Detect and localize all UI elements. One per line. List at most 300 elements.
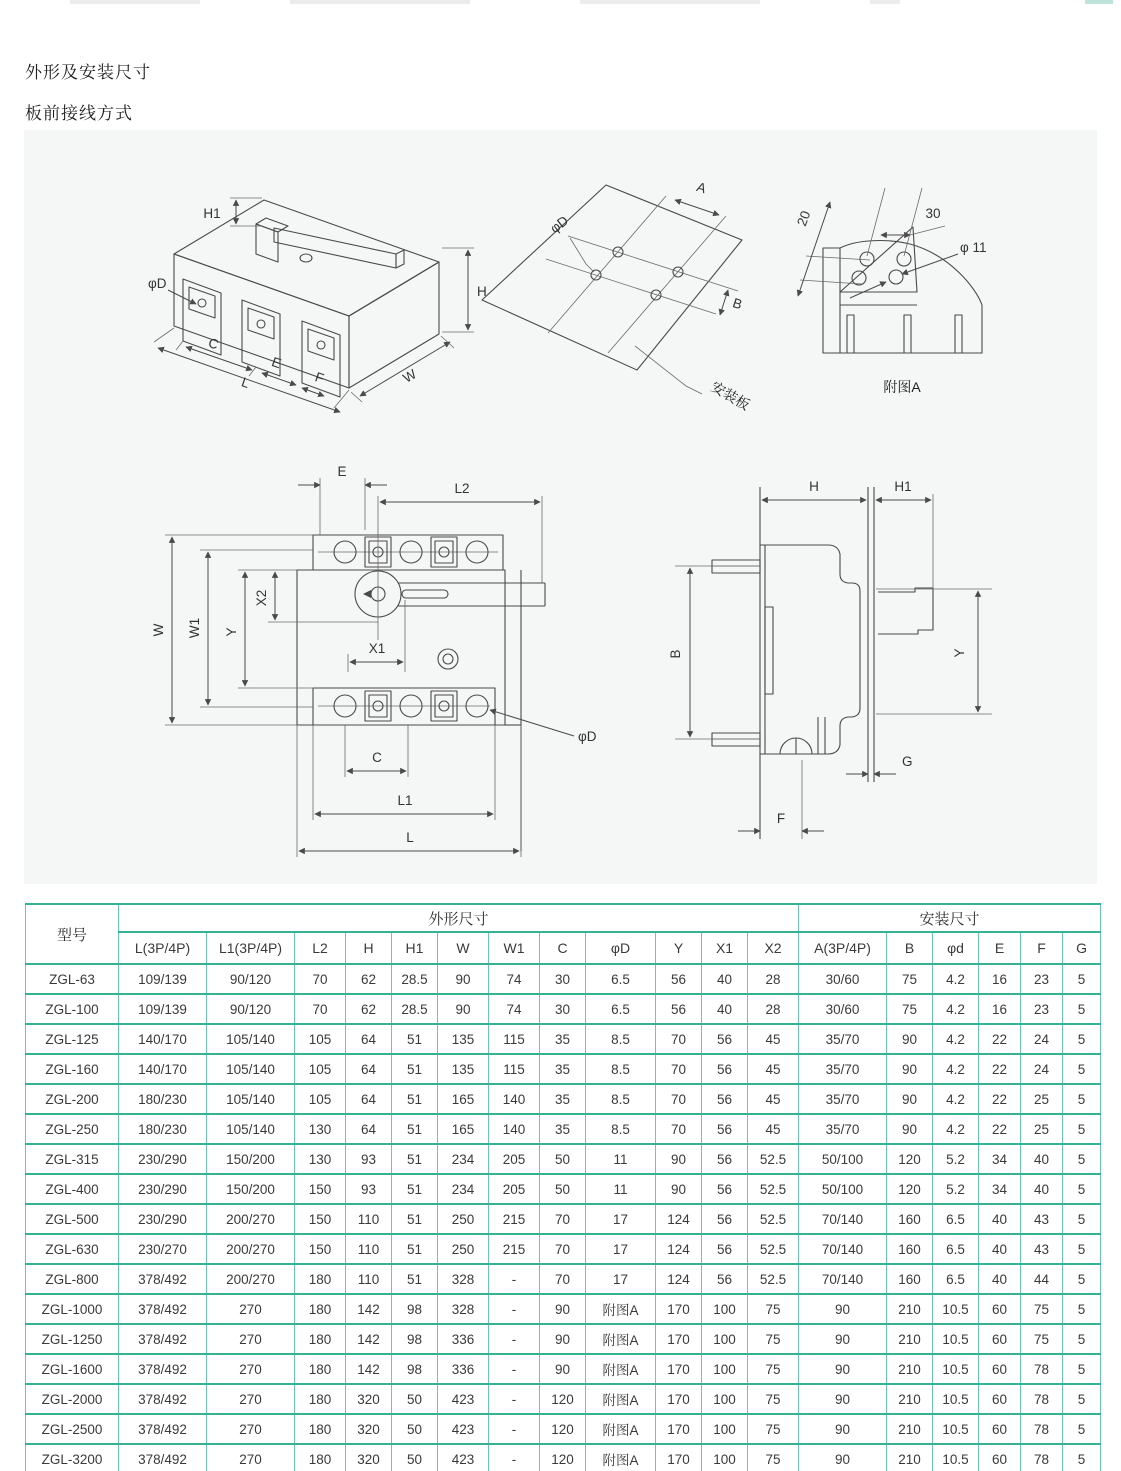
value-cell: 205 bbox=[489, 1174, 540, 1204]
value-cell: 附图A bbox=[586, 1414, 656, 1444]
value-cell: 70 bbox=[656, 1054, 702, 1084]
value-cell: 90 bbox=[887, 1024, 933, 1054]
value-cell: 43 bbox=[1021, 1234, 1063, 1264]
bracket-caption: 附图A bbox=[883, 379, 921, 395]
column-header: B bbox=[887, 932, 933, 964]
table-row bbox=[26, 1024, 1101, 1054]
value-cell: 105/140 bbox=[207, 1114, 295, 1144]
value-cell: 210 bbox=[887, 1414, 933, 1444]
value-cell: 4.2 bbox=[933, 1054, 979, 1084]
value-cell: 4.2 bbox=[933, 964, 979, 994]
table-row bbox=[26, 1174, 1101, 1204]
value-cell: 56 bbox=[656, 994, 702, 1024]
model-cell: ZGL-400 bbox=[26, 1174, 119, 1204]
value-cell: 120 bbox=[887, 1174, 933, 1204]
value-cell: 105/140 bbox=[207, 1084, 295, 1114]
table-row bbox=[26, 1324, 1101, 1354]
value-cell: 120 bbox=[540, 1384, 586, 1414]
value-cell: 109/139 bbox=[119, 994, 207, 1024]
value-cell: 250 bbox=[438, 1204, 489, 1234]
value-cell: 60 bbox=[979, 1324, 1021, 1354]
value-cell: 180/230 bbox=[119, 1114, 207, 1144]
value-cell: 320 bbox=[346, 1384, 392, 1414]
value-cell: 11 bbox=[586, 1174, 656, 1204]
value-cell: 215 bbox=[489, 1204, 540, 1234]
value-cell: 378/492 bbox=[119, 1354, 207, 1384]
dim-label-e: E bbox=[337, 464, 347, 479]
value-cell: 35 bbox=[540, 1054, 586, 1084]
value-cell: 75 bbox=[748, 1384, 799, 1414]
value-cell: 230/290 bbox=[119, 1144, 207, 1174]
table-row bbox=[26, 1234, 1101, 1264]
install-group-header: 安装尺寸 bbox=[799, 904, 1101, 932]
value-cell: 50/100 bbox=[799, 1144, 887, 1174]
column-header: φd bbox=[933, 932, 979, 964]
value-cell: 90 bbox=[799, 1384, 887, 1414]
value-cell: 10.5 bbox=[933, 1444, 979, 1471]
drawings-panel bbox=[24, 130, 1097, 884]
value-cell: 170 bbox=[656, 1294, 702, 1324]
value-cell: 230/270 bbox=[119, 1234, 207, 1264]
table-body bbox=[26, 964, 1101, 1471]
value-cell: 8.5 bbox=[586, 1114, 656, 1144]
value-cell: 165 bbox=[438, 1114, 489, 1144]
value-cell: 93 bbox=[346, 1144, 392, 1174]
value-cell: 52.5 bbox=[748, 1264, 799, 1294]
dimensions-table bbox=[25, 903, 1101, 1471]
dim-label-b: B bbox=[730, 295, 744, 313]
value-cell: 附图A bbox=[586, 1324, 656, 1354]
value-cell: 210 bbox=[887, 1354, 933, 1384]
value-cell: 180 bbox=[295, 1384, 346, 1414]
dim-label-l2: L2 bbox=[454, 481, 470, 496]
value-cell: 8.5 bbox=[586, 1054, 656, 1084]
value-cell: 270 bbox=[207, 1384, 295, 1414]
dim-label-f: F bbox=[313, 369, 326, 387]
value-cell: 10.5 bbox=[933, 1324, 979, 1354]
value-cell: 120 bbox=[540, 1444, 586, 1471]
value-cell: 52.5 bbox=[748, 1174, 799, 1204]
value-cell: 320 bbox=[346, 1414, 392, 1444]
dim-label-g: G bbox=[902, 754, 913, 769]
dim-label-a: A bbox=[694, 179, 708, 197]
value-cell: 142 bbox=[346, 1294, 392, 1324]
value-cell: 105/140 bbox=[207, 1024, 295, 1054]
dim-label-w1: W1 bbox=[187, 617, 202, 639]
value-cell: 35 bbox=[540, 1024, 586, 1054]
value-cell: 270 bbox=[207, 1324, 295, 1354]
value-cell: 200/270 bbox=[207, 1264, 295, 1294]
value-cell: 51 bbox=[392, 1054, 438, 1084]
value-cell: 52.5 bbox=[748, 1144, 799, 1174]
front-view-drawing bbox=[150, 440, 630, 875]
value-cell: 35/70 bbox=[799, 1024, 887, 1054]
value-cell: 60 bbox=[979, 1294, 1021, 1324]
value-cell: 150/200 bbox=[207, 1174, 295, 1204]
value-cell: 200/270 bbox=[207, 1234, 295, 1264]
value-cell: 75 bbox=[887, 994, 933, 1024]
value-cell: 135 bbox=[438, 1054, 489, 1084]
value-cell: 56 bbox=[702, 1054, 748, 1084]
value-cell: 78 bbox=[1021, 1444, 1063, 1471]
value-cell: 56 bbox=[702, 1144, 748, 1174]
table-row bbox=[26, 1264, 1101, 1294]
value-cell: 22 bbox=[979, 1114, 1021, 1144]
value-cell: 423 bbox=[438, 1384, 489, 1414]
value-cell: 16 bbox=[979, 994, 1021, 1024]
value-cell: 170 bbox=[656, 1324, 702, 1354]
column-header: Y bbox=[656, 932, 702, 964]
value-cell: 56 bbox=[702, 1114, 748, 1144]
value-cell: 5 bbox=[1063, 1204, 1101, 1234]
value-cell: 45 bbox=[748, 1114, 799, 1144]
table-row bbox=[26, 1414, 1101, 1444]
value-cell: 90 bbox=[438, 964, 489, 994]
dim-label-c: C bbox=[206, 335, 221, 353]
value-cell: 28.5 bbox=[392, 994, 438, 1024]
table-row bbox=[26, 1084, 1101, 1114]
value-cell: 90/120 bbox=[207, 994, 295, 1024]
value-cell: 5 bbox=[1063, 1144, 1101, 1174]
value-cell: 5 bbox=[1063, 964, 1101, 994]
value-cell: 70 bbox=[656, 1024, 702, 1054]
value-cell: 160 bbox=[887, 1204, 933, 1234]
table-row bbox=[26, 1294, 1101, 1324]
column-header: F bbox=[1021, 932, 1063, 964]
value-cell: 75 bbox=[748, 1444, 799, 1471]
model-cell: ZGL-160 bbox=[26, 1054, 119, 1084]
value-cell: 23 bbox=[1021, 994, 1063, 1024]
dim-label-30: 30 bbox=[925, 206, 941, 221]
value-cell: 140/170 bbox=[119, 1054, 207, 1084]
value-cell: 6.5 bbox=[586, 964, 656, 994]
value-cell: 210 bbox=[887, 1384, 933, 1414]
value-cell: 328 bbox=[438, 1264, 489, 1294]
value-cell: 50/100 bbox=[799, 1174, 887, 1204]
value-cell: 124 bbox=[656, 1264, 702, 1294]
value-cell: 56 bbox=[702, 1024, 748, 1054]
value-cell: 98 bbox=[392, 1354, 438, 1384]
value-cell: 75 bbox=[748, 1294, 799, 1324]
value-cell: 30/60 bbox=[799, 964, 887, 994]
value-cell: 105 bbox=[295, 1054, 346, 1084]
value-cell: 23 bbox=[1021, 964, 1063, 994]
value-cell: 附图A bbox=[586, 1444, 656, 1471]
outline-group-header: 外形尺寸 bbox=[119, 904, 799, 932]
dim-label-y: Y bbox=[224, 627, 239, 637]
value-cell: 100 bbox=[702, 1354, 748, 1384]
model-cell: ZGL-100 bbox=[26, 994, 119, 1024]
model-cell: ZGL-800 bbox=[26, 1264, 119, 1294]
value-cell: 142 bbox=[346, 1324, 392, 1354]
value-cell: 40 bbox=[979, 1264, 1021, 1294]
dim-label-l: L bbox=[239, 374, 252, 392]
value-cell: 180 bbox=[295, 1294, 346, 1324]
dim-label-f: F bbox=[776, 811, 786, 826]
value-cell: 25 bbox=[1021, 1084, 1063, 1114]
value-cell: 78 bbox=[1021, 1354, 1063, 1384]
value-cell: 180 bbox=[295, 1414, 346, 1444]
column-header: A(3P/4P) bbox=[799, 932, 887, 964]
dimensions-table-wrap bbox=[25, 903, 1100, 1471]
value-cell: 8.5 bbox=[586, 1024, 656, 1054]
column-header: W1 bbox=[489, 932, 540, 964]
value-cell: 205 bbox=[489, 1144, 540, 1174]
column-header: L(3P/4P) bbox=[119, 932, 207, 964]
bracket-detail-drawing bbox=[790, 160, 1050, 410]
dim-label-w: W bbox=[151, 623, 166, 637]
value-cell: 6.5 bbox=[933, 1264, 979, 1294]
value-cell: 51 bbox=[392, 1114, 438, 1144]
value-cell: 24 bbox=[1021, 1024, 1063, 1054]
value-cell: 270 bbox=[207, 1414, 295, 1444]
value-cell: 150 bbox=[295, 1174, 346, 1204]
value-cell: 234 bbox=[438, 1174, 489, 1204]
value-cell: 35/70 bbox=[799, 1084, 887, 1114]
value-cell: 5 bbox=[1063, 1294, 1101, 1324]
value-cell: 30 bbox=[540, 964, 586, 994]
value-cell: 130 bbox=[295, 1144, 346, 1174]
value-cell: 160 bbox=[887, 1234, 933, 1264]
dim-label-h1: H1 bbox=[203, 206, 221, 221]
value-cell: 90 bbox=[799, 1414, 887, 1444]
value-cell: 105 bbox=[295, 1024, 346, 1054]
value-cell: 10.5 bbox=[933, 1294, 979, 1324]
value-cell: 34 bbox=[979, 1144, 1021, 1174]
value-cell: 70/140 bbox=[799, 1204, 887, 1234]
table-row bbox=[26, 1144, 1101, 1174]
value-cell: - bbox=[489, 1414, 540, 1444]
value-cell: 5 bbox=[1063, 1054, 1101, 1084]
value-cell: 78 bbox=[1021, 1414, 1063, 1444]
value-cell: 90 bbox=[656, 1144, 702, 1174]
value-cell: 6.5 bbox=[933, 1234, 979, 1264]
value-cell: 70 bbox=[540, 1234, 586, 1264]
value-cell: 50 bbox=[392, 1384, 438, 1414]
table-row bbox=[26, 1204, 1101, 1234]
value-cell: 210 bbox=[887, 1444, 933, 1471]
value-cell: 210 bbox=[887, 1294, 933, 1324]
value-cell: 45 bbox=[748, 1024, 799, 1054]
value-cell: 43 bbox=[1021, 1204, 1063, 1234]
value-cell: 56 bbox=[702, 1264, 748, 1294]
model-cell: ZGL-200 bbox=[26, 1084, 119, 1114]
value-cell: 140 bbox=[489, 1114, 540, 1144]
value-cell: 230/290 bbox=[119, 1204, 207, 1234]
value-cell: 35/70 bbox=[799, 1054, 887, 1084]
value-cell: 30 bbox=[540, 994, 586, 1024]
value-cell: 5.2 bbox=[933, 1174, 979, 1204]
page-title: 外形及安装尺寸 bbox=[25, 63, 151, 82]
model-cell: ZGL-63 bbox=[26, 964, 119, 994]
value-cell: 60 bbox=[979, 1444, 1021, 1471]
value-cell: 270 bbox=[207, 1444, 295, 1471]
value-cell: 100 bbox=[702, 1324, 748, 1354]
value-cell: 90 bbox=[887, 1114, 933, 1144]
side-view-drawing bbox=[650, 442, 1030, 862]
value-cell: 93 bbox=[346, 1174, 392, 1204]
value-cell: 30/60 bbox=[799, 994, 887, 1024]
model-cell: ZGL-1000 bbox=[26, 1294, 119, 1324]
value-cell: 5 bbox=[1063, 1384, 1101, 1414]
value-cell: 423 bbox=[438, 1444, 489, 1471]
table-row bbox=[26, 1054, 1101, 1084]
value-cell: 70 bbox=[295, 994, 346, 1024]
value-cell: 165 bbox=[438, 1084, 489, 1114]
value-cell: 4.2 bbox=[933, 1114, 979, 1144]
dim-label-h: H bbox=[477, 284, 487, 299]
header-remnant bbox=[870, 0, 900, 4]
value-cell: 98 bbox=[392, 1324, 438, 1354]
value-cell: - bbox=[489, 1324, 540, 1354]
column-header: L2 bbox=[295, 932, 346, 964]
dim-label-phid: φD bbox=[578, 729, 597, 744]
value-cell: 250 bbox=[438, 1234, 489, 1264]
value-cell: 40 bbox=[1021, 1174, 1063, 1204]
value-cell: 5 bbox=[1063, 994, 1101, 1024]
value-cell: 75 bbox=[748, 1354, 799, 1384]
value-cell: 270 bbox=[207, 1354, 295, 1384]
value-cell: 328 bbox=[438, 1294, 489, 1324]
value-cell: 64 bbox=[346, 1024, 392, 1054]
value-cell: 10.5 bbox=[933, 1384, 979, 1414]
value-cell: 320 bbox=[346, 1444, 392, 1471]
value-cell: 5 bbox=[1063, 1444, 1101, 1471]
column-header-row bbox=[26, 932, 1101, 964]
dim-label-c: C bbox=[372, 750, 382, 765]
value-cell: 45 bbox=[748, 1054, 799, 1084]
value-cell: 90 bbox=[540, 1294, 586, 1324]
value-cell: 90 bbox=[438, 994, 489, 1024]
value-cell: 170 bbox=[656, 1444, 702, 1471]
dim-label-h: H bbox=[809, 479, 819, 494]
value-cell: 40 bbox=[1021, 1144, 1063, 1174]
value-cell: 5 bbox=[1063, 1114, 1101, 1144]
value-cell: 90 bbox=[799, 1294, 887, 1324]
dim-label-phi11: φ 11 bbox=[960, 240, 987, 255]
isometric-breaker-drawing bbox=[144, 136, 492, 424]
value-cell: 170 bbox=[656, 1354, 702, 1384]
value-cell: 423 bbox=[438, 1414, 489, 1444]
value-cell: 200/270 bbox=[207, 1204, 295, 1234]
column-header: W bbox=[438, 932, 489, 964]
value-cell: 40 bbox=[702, 964, 748, 994]
value-cell: 5 bbox=[1063, 1174, 1101, 1204]
value-cell: 90 bbox=[799, 1354, 887, 1384]
value-cell: 51 bbox=[392, 1204, 438, 1234]
model-cell: ZGL-630 bbox=[26, 1234, 119, 1264]
dim-label-phid: φD bbox=[547, 212, 572, 237]
value-cell: 70/140 bbox=[799, 1234, 887, 1264]
value-cell: 50 bbox=[540, 1144, 586, 1174]
dim-label-l: L bbox=[406, 830, 414, 845]
dim-label-h1: H1 bbox=[894, 479, 912, 494]
table-row bbox=[26, 1114, 1101, 1144]
model-cell: ZGL-250 bbox=[26, 1114, 119, 1144]
value-cell: 378/492 bbox=[119, 1444, 207, 1471]
table-row bbox=[26, 1384, 1101, 1414]
value-cell: 22 bbox=[979, 1024, 1021, 1054]
value-cell: 150 bbox=[295, 1204, 346, 1234]
value-cell: 180 bbox=[295, 1354, 346, 1384]
value-cell: 170 bbox=[656, 1384, 702, 1414]
value-cell: 120 bbox=[540, 1414, 586, 1444]
value-cell: 270 bbox=[207, 1294, 295, 1324]
value-cell: 64 bbox=[346, 1084, 392, 1114]
value-cell: 120 bbox=[887, 1144, 933, 1174]
value-cell: 5 bbox=[1063, 1234, 1101, 1264]
value-cell: 110 bbox=[346, 1204, 392, 1234]
value-cell: 10.5 bbox=[933, 1354, 979, 1384]
value-cell: 40 bbox=[979, 1204, 1021, 1234]
column-header: H1 bbox=[392, 932, 438, 964]
value-cell: 45 bbox=[748, 1084, 799, 1114]
value-cell: 142 bbox=[346, 1354, 392, 1384]
value-cell: - bbox=[489, 1354, 540, 1384]
value-cell: 17 bbox=[586, 1204, 656, 1234]
value-cell: 60 bbox=[979, 1414, 1021, 1444]
header-remnant bbox=[580, 0, 760, 4]
value-cell: - bbox=[489, 1264, 540, 1294]
value-cell: 56 bbox=[702, 1204, 748, 1234]
value-cell: 100 bbox=[702, 1444, 748, 1471]
value-cell: 75 bbox=[1021, 1294, 1063, 1324]
page-subtitle: 板前接线方式 bbox=[25, 104, 133, 123]
value-cell: 70 bbox=[540, 1204, 586, 1234]
dim-label-20: 20 bbox=[794, 208, 814, 229]
value-cell: - bbox=[489, 1384, 540, 1414]
value-cell: 52.5 bbox=[748, 1204, 799, 1234]
dim-label-x1: X1 bbox=[368, 641, 386, 656]
model-cell: ZGL-3200 bbox=[26, 1444, 119, 1471]
value-cell: 24 bbox=[1021, 1054, 1063, 1084]
value-cell: 150/200 bbox=[207, 1144, 295, 1174]
dim-label-phid: φD bbox=[148, 276, 167, 291]
value-cell: 51 bbox=[392, 1084, 438, 1114]
value-cell: 70 bbox=[656, 1084, 702, 1114]
column-header: G bbox=[1063, 932, 1101, 964]
value-cell: 56 bbox=[702, 1234, 748, 1264]
value-cell: 98 bbox=[392, 1294, 438, 1324]
value-cell: 附图A bbox=[586, 1294, 656, 1324]
value-cell: 75 bbox=[887, 964, 933, 994]
value-cell: 5 bbox=[1063, 1414, 1101, 1444]
value-cell: 51 bbox=[392, 1234, 438, 1264]
value-cell: 90 bbox=[540, 1324, 586, 1354]
value-cell: 78 bbox=[1021, 1384, 1063, 1414]
value-cell: 5 bbox=[1063, 1024, 1101, 1054]
value-cell: 28.5 bbox=[392, 964, 438, 994]
value-cell: 11 bbox=[586, 1144, 656, 1174]
value-cell: 16 bbox=[979, 964, 1021, 994]
value-cell: 5 bbox=[1063, 1264, 1101, 1294]
model-cell: ZGL-2500 bbox=[26, 1414, 119, 1444]
value-cell: 44 bbox=[1021, 1264, 1063, 1294]
value-cell: 109/139 bbox=[119, 964, 207, 994]
column-header: X2 bbox=[748, 932, 799, 964]
value-cell: 51 bbox=[392, 1144, 438, 1174]
value-cell: 100 bbox=[702, 1384, 748, 1414]
dim-label-x2: X2 bbox=[254, 589, 269, 607]
value-cell: - bbox=[489, 1294, 540, 1324]
dim-label-b: B bbox=[668, 649, 683, 659]
value-cell: 附图A bbox=[586, 1384, 656, 1414]
value-cell: 50 bbox=[392, 1444, 438, 1471]
value-cell: 5.2 bbox=[933, 1144, 979, 1174]
value-cell: 90 bbox=[799, 1324, 887, 1354]
value-cell: 74 bbox=[489, 994, 540, 1024]
model-cell: ZGL-1250 bbox=[26, 1324, 119, 1354]
